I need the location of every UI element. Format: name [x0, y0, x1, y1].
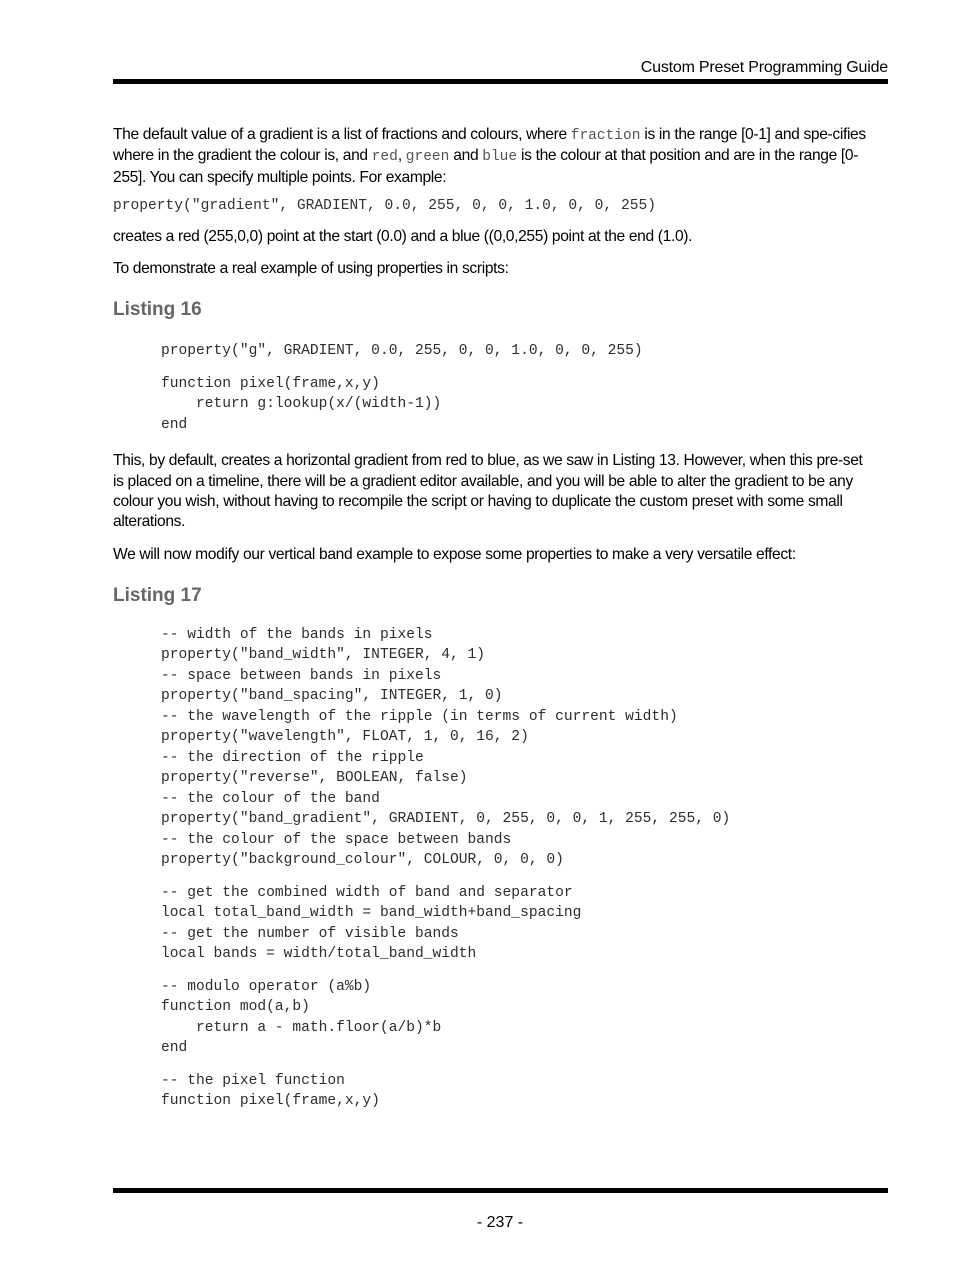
text-segment: The default value of a gradient is a list of fractions and colours, where — [113, 126, 571, 143]
listing-17-code-locals: -- get the combined width of band and separator local total_band_width = band_width+band_spacing -- get the number of visible bands local bands = width/total_band_width — [161, 884, 582, 963]
text-segment: is the colour at that position and are in the range [0-255]. You can specify multiple points. For example: — [113, 147, 859, 186]
inline-code-fraction: fraction — [570, 128, 641, 144]
example-code-line: property("gradient", GRADIENT, 0.0, 255, 0, 0, 1.0, 0, 0, 255) — [113, 197, 656, 214]
listing-17-code-mod: -- modulo operator (a%b) function mod(a,b) return a - math.floor(a/b)*b end — [161, 978, 442, 1057]
listing-17-title: Listing 17 — [113, 584, 202, 606]
listing-16-title: Listing 16 — [113, 299, 202, 321]
listing-16-code-function: function pixel(frame,x,y) return g:lookup(x/(width-1)) end — [161, 375, 442, 433]
running-header: Custom Preset Programming Guide — [640, 59, 888, 76]
paragraph-vertical-band: We will now modify our vertical band example to expose some properties to make a very versatile effect: — [113, 545, 796, 563]
inline-code-blue: blue — [482, 149, 518, 166]
listing-16-code-property: property("g", GRADIENT, 0.0, 255, 0, 0, 1.0, 0, 0, 255) — [161, 343, 643, 360]
footer-rule — [113, 1188, 888, 1193]
inline-code-red: red — [371, 149, 398, 166]
text-segment: , — [397, 147, 406, 165]
paragraph-gradient-default — [113, 125, 873, 188]
text-segment: is in the range [0-1] and spe-cifies where in the gradient the colour is, and — [113, 126, 866, 165]
inline-code-green: green — [405, 149, 450, 166]
paragraph-demonstrate: To demonstrate a real example of using properties in scripts: — [113, 260, 509, 278]
listing-17-code-properties: -- width of the bands in pixels property("band_width", INTEGER, 4, 1) -- space between bands in pixels property("band_spacing", INTEGER, 1, 0) -- the wavelength of the ripple (in terms of current width) property("wavelength", FLOAT, 1, 0, 16, 2) -- the direction of the ripple property("reverse", BOOLEAN, false) -- the colour of the band property("band_gradient", GRADIENT, 0, 255, 0, 0, 1, 255, 255, 0) -- the colour of the space between bands property("background_colour", COLOUR, 0, 0, 0) — [161, 626, 731, 869]
page-content — [113, 125, 873, 1112]
paragraph-red-blue-point: creates a red (255,0,0) point at the start (0.0) and a blue ((0,0,255) point at the end (1.0). — [113, 227, 693, 245]
listing-17-code-pixel: -- the pixel function function pixel(frame,x,y) — [161, 1072, 380, 1110]
text-segment: and — [449, 147, 483, 165]
page-number: - 237 - — [476, 1214, 524, 1231]
paragraph-gradient-editor: This, by default, creates a horizontal gradient from red to blue, as we saw in Listing 13. However, when this pre-set is placed on a timeline, there will be a gradient editor available, and you will be able to alter the gradient to be any colour you wish, without having to recompile the script or having to duplicate the custom preset with some small alterations. — [113, 452, 863, 531]
header-rule — [113, 79, 888, 84]
